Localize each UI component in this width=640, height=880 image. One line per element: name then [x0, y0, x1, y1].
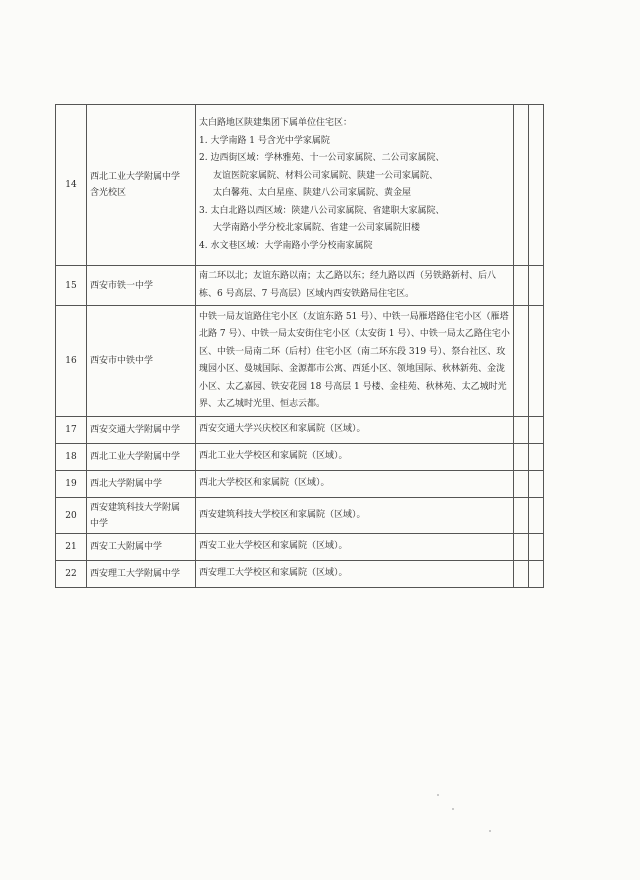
table-row — [56, 105, 544, 266]
blank-cell-1 — [514, 498, 529, 534]
blank-cell-2 — [529, 561, 544, 588]
area-line: 太白路地区陕建集团下属单位住宅区： — [199, 118, 353, 128]
area-line: 4. 水文巷区域：大学南路小学分校南家属院 — [199, 240, 373, 251]
blank-cell-1 — [514, 306, 529, 417]
area-text: 西安理工大学校区和家属院（区域）。 — [199, 568, 348, 579]
area-line: 3. 太白北路以西区域：陕建八公司家属院、省建职大家属院、 — [199, 205, 445, 216]
area-text: 西安交通大学兴庆校区和家属院（区域）。 — [199, 424, 366, 435]
school-name-line: 含光校区 — [90, 188, 127, 198]
blank-cell-1 — [514, 266, 529, 306]
school-name-cell — [87, 444, 196, 471]
row-number-cell: 19 — [56, 471, 87, 498]
blank-cell-1 — [514, 417, 529, 444]
school-name-cell — [87, 471, 196, 498]
blank-cell-1 — [514, 534, 529, 561]
enrollment-area-cell — [196, 105, 514, 266]
area-line: 友谊医院家属院、材料公司家属院、陕建一公司家属院、 — [213, 170, 439, 181]
school-name-line: 西安市中铁中学 — [90, 356, 154, 366]
blank-cell-2 — [529, 444, 544, 471]
scan-speck — [452, 808, 454, 810]
blank-cell-2 — [529, 266, 544, 306]
scan-speck — [437, 794, 439, 796]
school-name-line: 西安建筑科技大学附属 — [90, 502, 181, 513]
blank-cell-2 — [529, 498, 544, 534]
school-name-cell — [87, 266, 196, 306]
area-line: 2. 边西街区域：学林雅苑、十一公司家属院、二公司家属院、 — [199, 153, 445, 163]
school-name-line: 西安市铁一中学 — [90, 280, 154, 291]
school-name-cell — [87, 306, 196, 417]
area-text: 西北工业大学校区和家属院（区域）。 — [199, 451, 348, 462]
enrollment-area-cell — [196, 306, 514, 417]
table-row — [56, 561, 544, 588]
area-text: 南二环以北；友谊东路以南；太乙路以东；经九路以西（另铁路新村、后八栋、6 号高层、7 号高层）区域内西安铁路局住宅区。 — [199, 271, 497, 299]
enrollment-area-cell — [196, 534, 514, 561]
school-name-line: 西北工业大学附属中学 — [90, 172, 181, 182]
blank-cell-2 — [529, 471, 544, 498]
enrollment-area-cell — [196, 561, 514, 588]
area-line: 大学南路小学分校北家属院、省建一公司家属院旧楼 — [213, 223, 421, 233]
school-name-line: 西北大学附属中学 — [90, 479, 163, 489]
enrollment-area-cell — [196, 498, 514, 534]
table-row — [56, 534, 544, 561]
table-row — [56, 498, 544, 534]
school-name-line: 西安工大附属中学 — [90, 542, 163, 552]
school-name-cell — [87, 561, 196, 588]
table-row — [56, 444, 544, 471]
blank-cell-1 — [514, 471, 529, 498]
school-name-line: 西安理工大学附属中学 — [90, 569, 181, 579]
row-number-cell: 15 — [56, 266, 87, 306]
table-row — [56, 417, 544, 444]
area-text: 西安建筑科技大学校区和家属院（区域）。 — [199, 509, 366, 520]
table-body — [56, 105, 544, 588]
school-name-cell — [87, 417, 196, 444]
enrollment-area-cell — [196, 471, 514, 498]
school-district-table — [55, 104, 544, 588]
row-number-cell: 16 — [56, 306, 87, 417]
blank-cell-1 — [514, 444, 529, 471]
enrollment-area-cell — [196, 444, 514, 471]
table-row — [56, 471, 544, 498]
school-name-cell — [87, 105, 196, 266]
row-number-cell: 17 — [56, 417, 87, 444]
area-line: 1. 大学南路 1 号含光中学家属院 — [199, 135, 330, 146]
blank-cell-1 — [514, 561, 529, 588]
row-number-cell: 18 — [56, 444, 87, 471]
row-number-cell: 21 — [56, 534, 87, 561]
table-row — [56, 306, 544, 417]
area-text: 西安工业大学校区和家属院（区域）。 — [199, 541, 348, 552]
school-name-line: 西北工业大学附属中学 — [90, 452, 181, 462]
school-name-cell — [87, 498, 196, 534]
area-text: 中铁一局友谊路住宅小区（友谊东路 51 号）、中铁一局雁塔路住宅小区（雁塔北路 7 号）、中铁一局太安街住宅小区（太安街 1 号）、中铁一局太乙路住宅小区、中铁一局南二环（后村）住宅小区（南二环东段 319 号）、祭台社区、玫瑰园小区、曼城国际、金源都市公寓、西延小区、领地国际、秋林新苑、金泷小区、太乙嘉园、铁安花园 18 号高层 1 号楼、金桂苑、秋林苑、太乙城时光界、太乙城时光里、恒志云都。 — [199, 311, 510, 409]
blank-cell-2 — [529, 417, 544, 444]
school-name-cell — [87, 534, 196, 561]
area-text: 西北大学校区和家属院（区域）。 — [199, 478, 330, 489]
school-name-line: 西安交通大学附属中学 — [90, 425, 181, 435]
row-number-cell: 22 — [56, 561, 87, 588]
row-number-cell: 14 — [56, 105, 87, 266]
blank-cell-2 — [529, 105, 544, 266]
enrollment-area-cell — [196, 266, 514, 306]
table-row — [56, 266, 544, 306]
enrollment-area-cell — [196, 417, 514, 444]
row-number-cell: 20 — [56, 498, 87, 534]
scan-speck — [489, 830, 491, 832]
blank-cell-1 — [514, 105, 529, 266]
blank-cell-2 — [529, 306, 544, 417]
blank-cell-2 — [529, 534, 544, 561]
area-line: 太白馨苑、太白星座、陕建八公司家属院、黄金屋 — [213, 188, 412, 198]
school-name-line: 中学 — [90, 518, 109, 529]
